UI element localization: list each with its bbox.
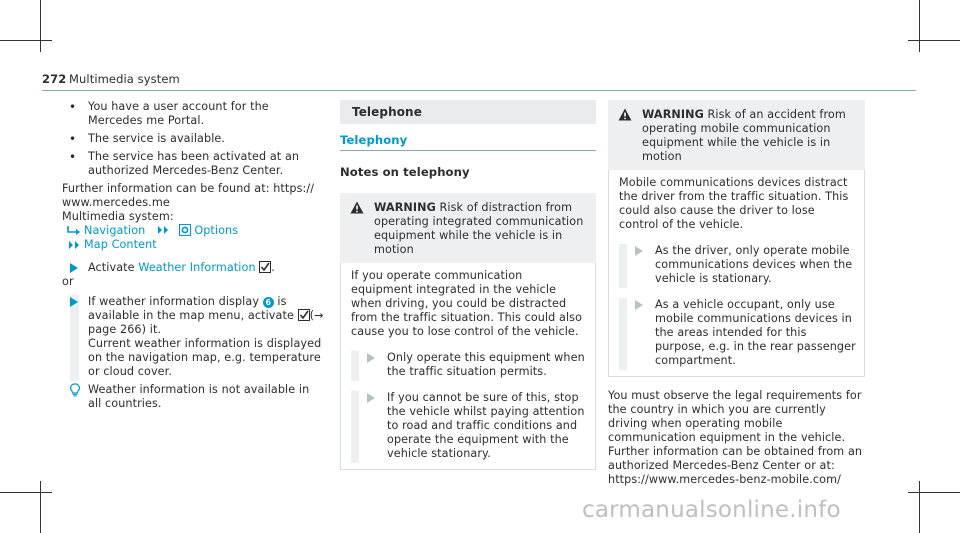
page-reference[interactable]: (→ page 266) xyxy=(88,309,324,336)
warning-label: WARNING xyxy=(374,201,436,214)
list-item: • You have a user account for the Mercedes me Portal. xyxy=(62,100,324,128)
column-left xyxy=(62,100,324,411)
crop-mark xyxy=(919,481,920,533)
section-name: Multimedia system xyxy=(69,72,180,86)
legal-paragraph: You must observe the legal requirements for the country in which you are currently driving when operating mobile communication equipment in the vehicle. xyxy=(608,389,862,444)
or-label: or xyxy=(62,275,74,288)
step-arrow-icon xyxy=(635,246,643,256)
double-chevron-icon xyxy=(68,240,82,250)
step-arrow-icon xyxy=(635,300,643,310)
instruction-step: Activate Weather Information . xyxy=(62,261,324,275)
page-number: 272 xyxy=(42,72,67,86)
warning-step: Only operate this equipment when the traffic situation permits. xyxy=(351,351,587,379)
double-chevron-icon xyxy=(157,225,171,235)
checkbox-checked-icon xyxy=(298,309,310,321)
crop-mark xyxy=(0,492,52,493)
checkbox-checked-icon xyxy=(259,261,271,273)
nav-path-line-1 xyxy=(62,224,324,238)
warning-box xyxy=(340,193,596,470)
step-arrow-icon xyxy=(70,263,78,273)
warning-step: As the driver, only operate mobile communications devices when the vehicle is stationary. xyxy=(619,244,856,286)
list-item: • The service has been activated at an authorized Mercedes-Benz Center. xyxy=(62,150,324,178)
crop-mark xyxy=(40,0,41,52)
watermark: carmanualsonline.info xyxy=(582,497,841,523)
column-middle xyxy=(340,100,596,470)
weather-information-option[interactable]: Weather Information xyxy=(138,261,256,274)
return-arrow-icon xyxy=(66,225,82,237)
list-item: • The service is available. xyxy=(62,132,324,146)
notes-heading: Notes on telephony xyxy=(340,165,470,179)
section-title: Telephone xyxy=(340,100,596,124)
crop-mark xyxy=(908,40,960,41)
warning-step: As a vehicle occupant, only use mobile communications devices in the areas intended for this purpose, e.g. in the rear passenger compartment. xyxy=(619,298,856,368)
warning-body: Mobile communications devices distract the driver from the traffic situation. This could also cause the driver to lose control of the vehicle. As the driver, only operate mobile communications devices when the vehicle is stationary. As a vehicle occupant, only use mobile communications devices in the areas intended for this purpose, e.g. in the rear passenger compartment. xyxy=(608,170,865,377)
column-right xyxy=(608,100,865,487)
warning-triangle-icon xyxy=(618,108,632,121)
warning-step: If you cannot be sure of this, stop the vehicle whilst paying attention to road and traffic conditions and operate the equipment with the vehicle stationary. xyxy=(351,391,587,461)
further-info-paragraph: Further information can be obtained from an authorized Mercedes-Benz Center or at: https://www.mercedes-benz-mobile.com/ xyxy=(608,445,863,486)
warning-header: WARNING Risk of an accident from operating mobile communication equipment while the vehicle is in motion xyxy=(608,100,865,170)
crop-mark xyxy=(908,492,960,493)
nav-map-content[interactable]: Map Content xyxy=(84,238,157,251)
warning-triangle-icon xyxy=(350,201,364,214)
instruction-step: If weather information display 6 is available in the map menu, activate (→ page 266) it. Current weather information is displayed on the navigation map, e.g. temperature or cloud cover. xyxy=(62,295,324,379)
warning-header: WARNING Risk of distraction from operating integrated communication equipment while the vehicle is in motion xyxy=(340,193,596,263)
nav-navigation[interactable]: Navigation xyxy=(84,224,146,237)
nav-options[interactable]: Options xyxy=(194,224,239,237)
warning-body: If you operate communication equipment integrated in the vehicle when driving, you could be distracted from the traffic situation. This could also cause you to lose control of the vehicle. Only operate this equipment when the traffic situation permits. If you cannot be sure of this, stop the vehicle whilst paying attention to road and traffic conditions and operate the equipment with the vehicle stationary. xyxy=(340,263,596,470)
warning-label: WARNING xyxy=(642,108,704,121)
settings-gear-icon xyxy=(179,224,191,236)
callout-badge: 6 xyxy=(263,297,274,308)
crop-mark xyxy=(40,481,41,533)
step-arrow-icon xyxy=(367,353,375,363)
further-info: Further information can be found at: https:// www.mercedes.me xyxy=(62,182,315,209)
system-label: Multimedia system: xyxy=(62,210,174,223)
crop-mark xyxy=(919,0,920,52)
warning-box xyxy=(608,100,865,377)
info-icon xyxy=(68,383,82,397)
nav-path-line-2 xyxy=(62,238,324,252)
step-arrow-icon xyxy=(70,297,78,307)
step-arrow-icon xyxy=(367,393,375,403)
crop-mark xyxy=(0,40,52,41)
info-note: Weather information is not available in all countries. xyxy=(62,383,324,411)
subsection-title: Telephony xyxy=(340,133,596,151)
